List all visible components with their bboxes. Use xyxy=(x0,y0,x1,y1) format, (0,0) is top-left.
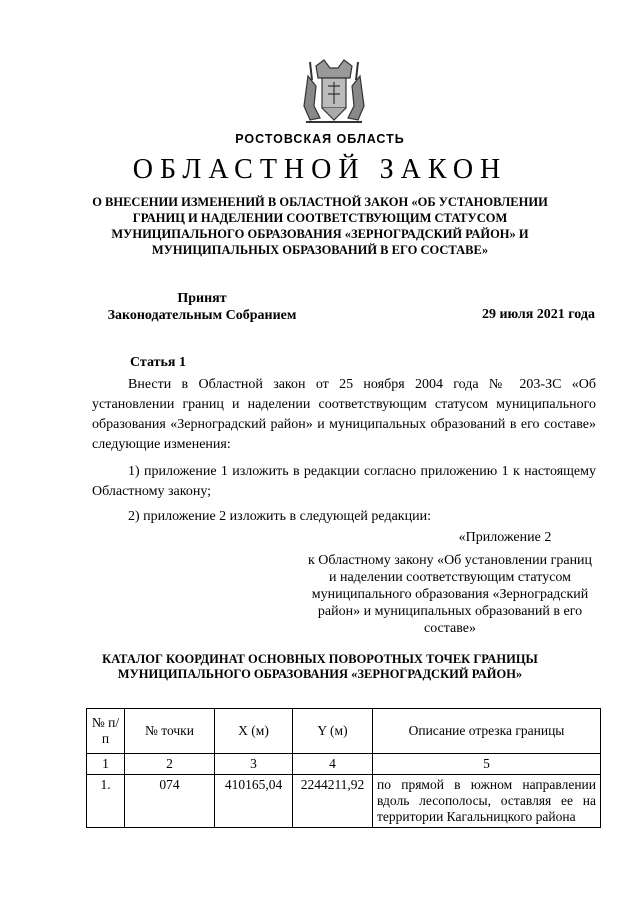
column-number: 2 xyxy=(125,754,215,775)
adoption-date: 29 июля 2021 года xyxy=(481,307,595,322)
appendix-label: «Приложение 2 xyxy=(458,530,552,545)
article-paragraph-1: Внести в Областной закон от 25 ноября 2004 года № 203-ЗС «Об установлении границ и наделении соответствующим статусом муниципального образования «Зерноградский район» и муниципальных образований в его составе» следующие изменения: xyxy=(92,377,596,452)
segment-description: по прямой в южном направлении вдоль лесополосы, оставляя ее на территории Кагальницкого района xyxy=(373,775,601,828)
x-coordinate: 410165,04 xyxy=(215,775,293,828)
point-number: 074 xyxy=(125,775,215,828)
row-number: 1. xyxy=(87,775,125,828)
law-title: О ВНЕСЕНИИ ИЗМЕНЕНИЙ В ОБЛАСТНОЙ ЗАКОН «ОБ УСТАНОВЛЕНИИ ГРАНИЦ И НАДЕЛЕНИИ СООТВЕТСТВУЮЩИМ СТАТУСОМ МУНИЦИПАЛЬНОГО ОБРАЗОВАНИЯ «ЗЕРНОГРАДСКИЙ РАЙОН» И МУНИЦИПАЛЬНЫХ ОБРАЗОВАНИЙ В ЕГО СОСТАВЕ» xyxy=(92,195,548,257)
adoption-block xyxy=(92,290,312,324)
table-row xyxy=(87,775,601,828)
column-number: 1 xyxy=(87,754,125,775)
appendix-reference: к Областному закону «Об установлении границ и наделении соответствующим статусом муниципального образования «Зерноградский район» и муниципальных образований в его составе» xyxy=(307,553,593,636)
coat-of-arms-emblem xyxy=(300,56,368,126)
catalog-title: КАТАЛОГ КООРДИНАТ ОСНОВНЫХ ПОВОРОТНЫХ ТОЧЕК ГРАНИЦЫ МУНИЦИПАЛЬНОГО ОБРАЗОВАНИЯ «ЗЕРНОГРАДСКИЙ РАЙОН» xyxy=(102,652,538,681)
region-name: РОСТОВСКАЯ ОБЛАСТЬ xyxy=(235,132,405,146)
column-number-row xyxy=(87,754,601,775)
column-number: 4 xyxy=(293,754,373,775)
article-paragraph-3: 2) приложение 2 изложить в следующей редакции: xyxy=(128,509,431,524)
article-paragraph-2: 1) приложение 1 изложить в редакции согласно приложению 1 к настоящему Областному закону; xyxy=(92,464,596,499)
column-header: № п/п xyxy=(87,709,125,754)
y-coordinate: 2244211,92 xyxy=(293,775,373,828)
article-heading: Статья 1 xyxy=(130,355,186,370)
adoption-line-1: Принят xyxy=(177,291,227,306)
law-type-heading: ОБЛАСТНОЙ ЗАКОН xyxy=(132,154,508,185)
column-header: Описание отрезка границы xyxy=(373,709,601,754)
column-number: 3 xyxy=(215,754,293,775)
coordinates-table xyxy=(86,708,601,828)
table-header-row xyxy=(87,709,601,754)
adoption-line-2: Законодательным Собранием xyxy=(107,308,297,323)
column-header: Y (м) xyxy=(293,709,373,754)
column-header: X (м) xyxy=(215,709,293,754)
column-header: № точки xyxy=(125,709,215,754)
column-number: 5 xyxy=(373,754,601,775)
